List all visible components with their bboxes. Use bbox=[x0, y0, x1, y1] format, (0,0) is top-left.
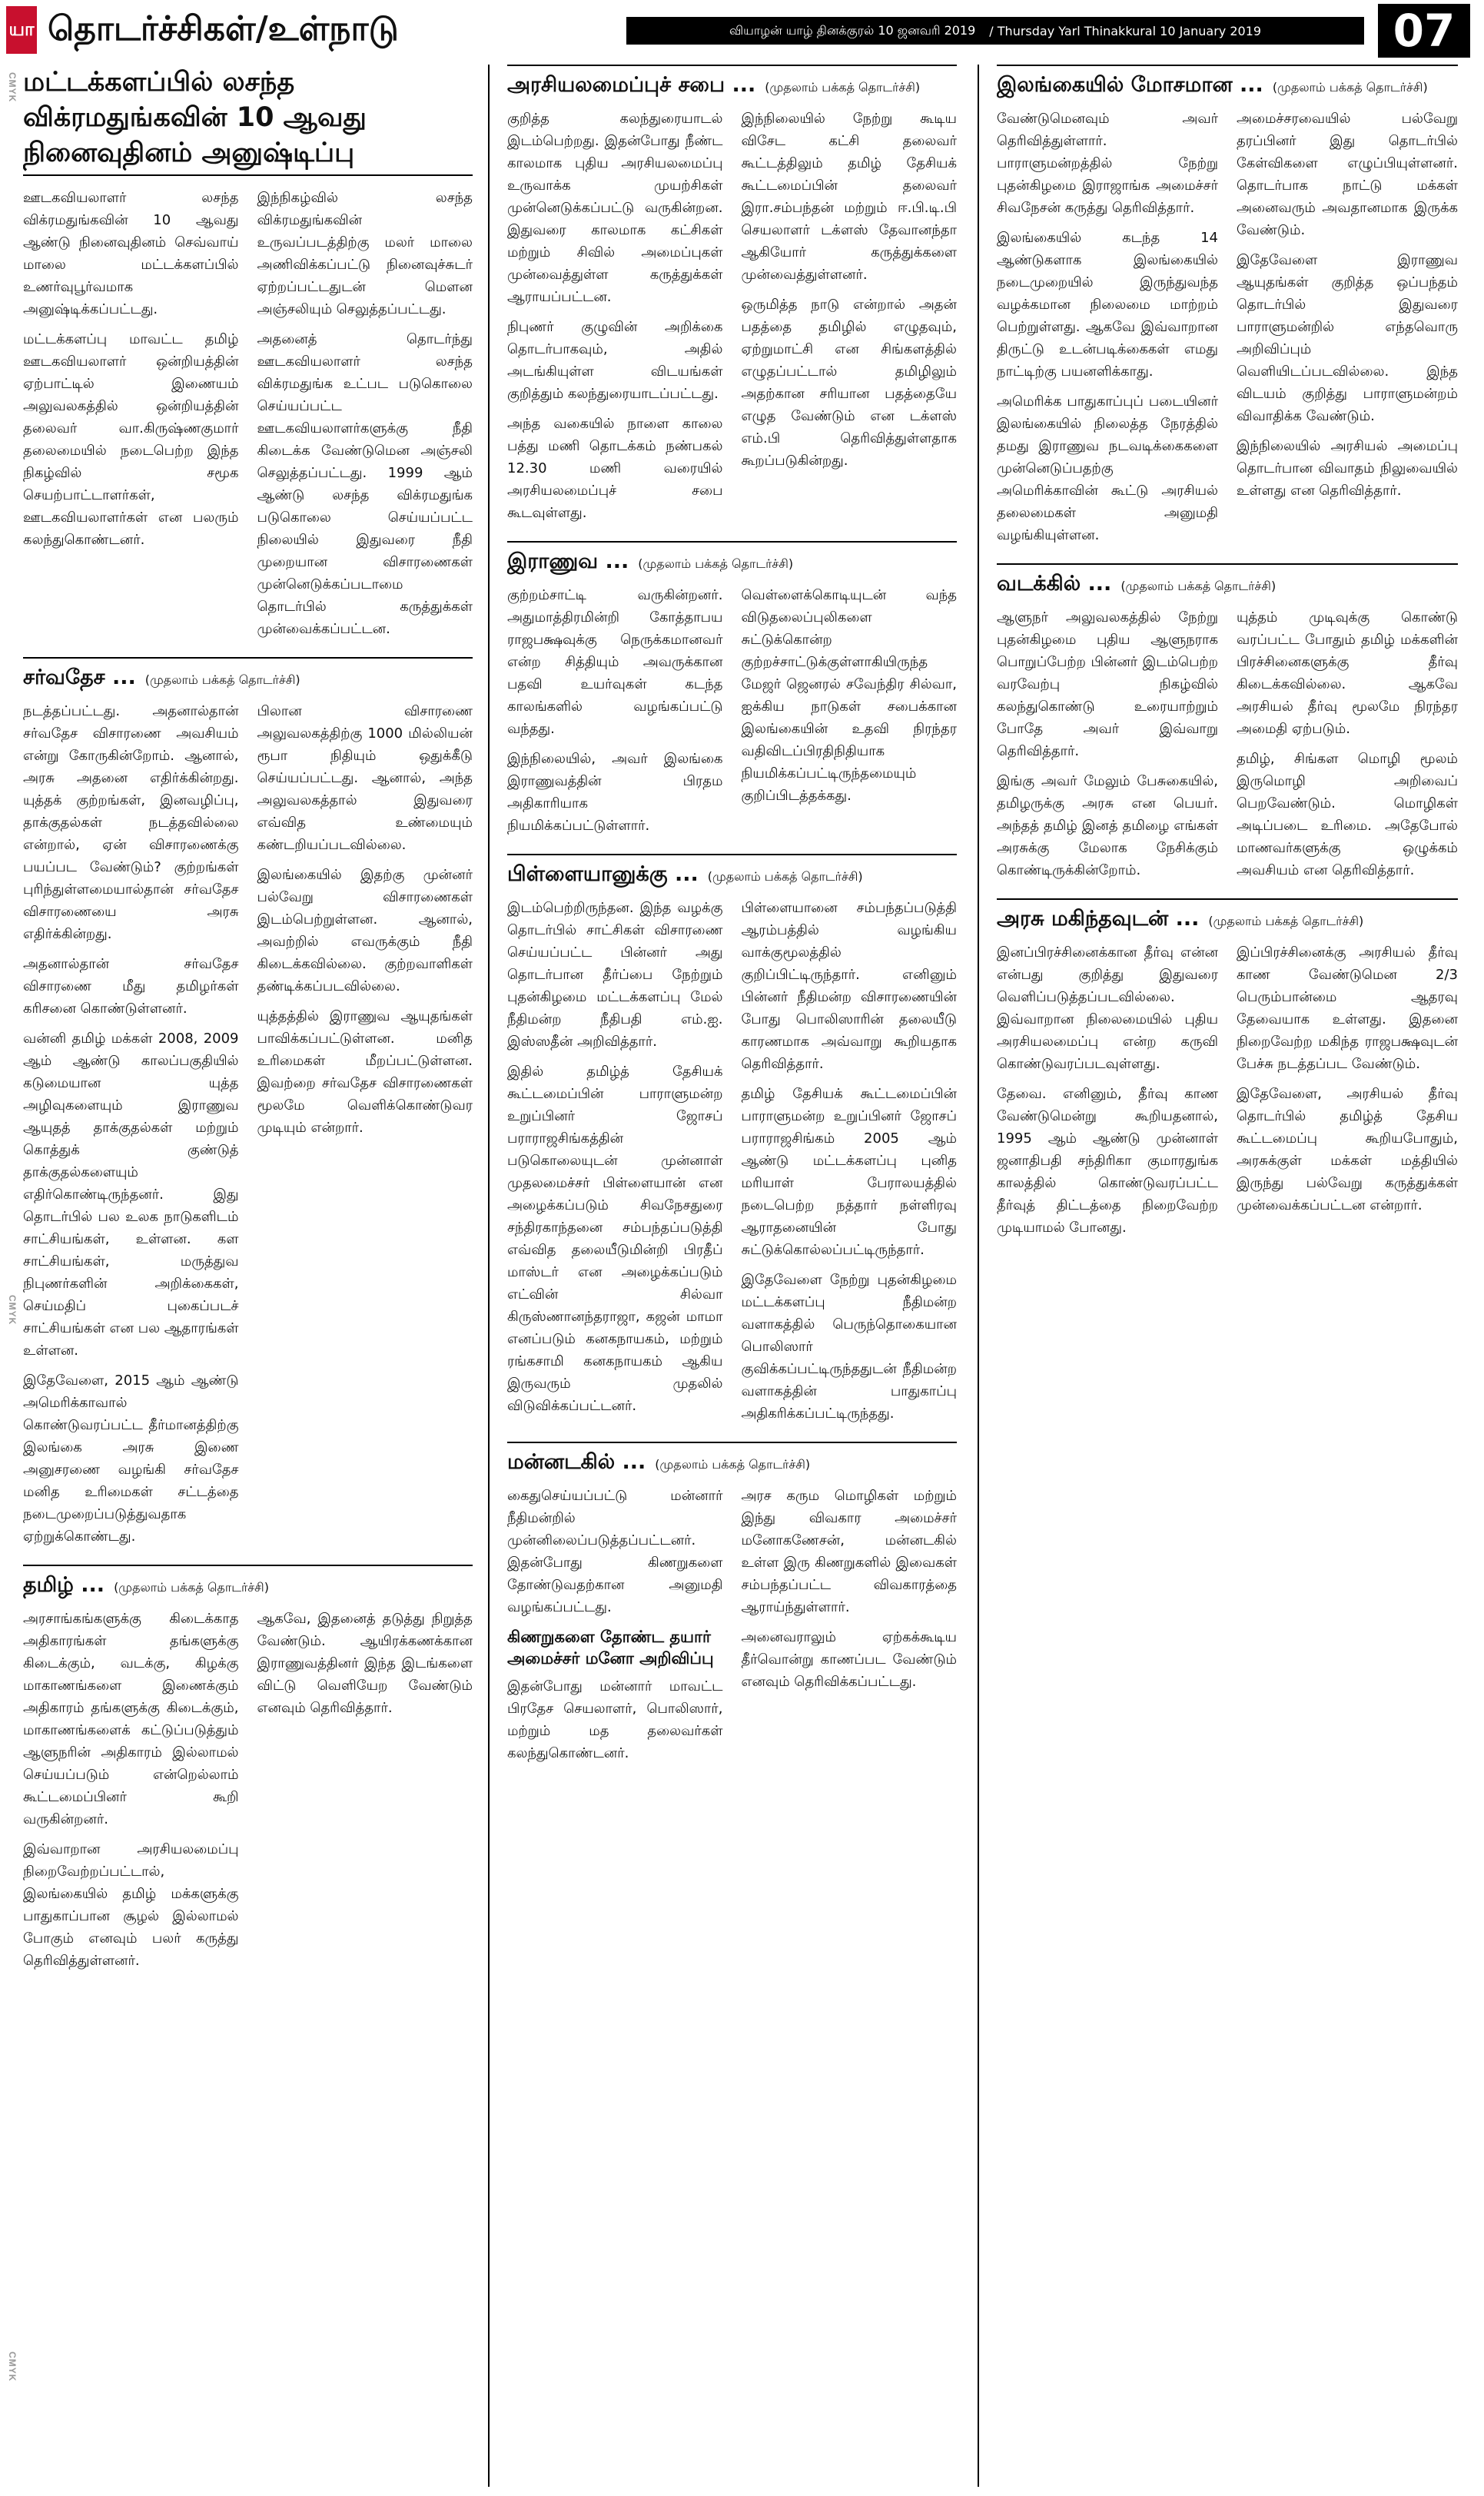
story-body bbox=[997, 941, 1458, 1246]
continuation-label: (முதலாம் பக்கத் தொடர்ச்சி) bbox=[707, 869, 863, 884]
story-body bbox=[507, 897, 957, 1432]
story-title-text: தமிழ் ... bbox=[23, 1573, 105, 1597]
article-paragraph: இவ்வாறான அரசியலமைப்பு நிறைவேற்றப்பட்டால், இலங்கையில் தமிழ் மக்களுக்கு பாதுகாப்பான சூழல் இல்லாமல் போகும் எனவும் பலர் கருத்து தெரிவித்துள்ளனர். bbox=[23, 1841, 239, 1969]
article-paragraph: யுத்தத்தில் இராணுவ ஆயுதங்கள் பாவிக்கப்பட்டுள்ளன. மனித உரிமைகள் மீறப்பட்டுள்ளன. இவற்றை சர்வதேச விசாரணைகள் மூலமே வெளிக்கொண்டுவர முடியும் என்றார். bbox=[257, 1008, 473, 1136]
third-column bbox=[997, 65, 1458, 2487]
article-paragraph: இனப்பிரச்சினைக்கான தீர்வு என்ன என்பது குறித்து இதுவரை வெளிப்படுத்தப்படவில்லை. இவ்வாறான நிலைமையில் புதிய அரசியலமைப்பு என்ற கருவி கொண்டுவரப்படவுள்ளது. bbox=[997, 944, 1218, 1072]
story-government bbox=[997, 898, 1458, 1246]
story-title bbox=[997, 571, 1458, 597]
article-paragraph: வன்னி தமிழ் மக்கள் 2008, 2009 ஆம் ஆண்டு காலப்பகுதியில் கடுமையான யுத்த அழிவுகளையும் இராணுவ ஆயுதத் தாக்குதல்கள் மற்றும் கொத்துக் குண்டுத் தாக்குதல்களையும் எதிர்கொண்டிருந்தனர். இது தொடர்பில் பல உலக நாடுகளிடம் சாட்சியங்கள், உள்ளன. கள சாட்சியங்கள், மருத்துவ நிபுணர்களின் அறிக்கைகள், செய்மதிப் புகைப்படச் சாட்சியங்கள் என பல ஆதாரங்கள் உள்ளன. bbox=[23, 1031, 239, 1359]
article-paragraph: இதேவேளை நேற்று புதன்கிழமை மட்டக்களப்பு நீதிமன்ற வளாகத்தில் பெருந்தொகையான பொலிஸார் குவிக்கப்பட்டிருந்ததுடன் நீதிமன்ற வளாகத்தின் பாதுகாப்பு அதிகரிக்கப்பட்டிருந்தது. bbox=[741, 1272, 957, 1422]
newspaper-logo: யா bbox=[6, 6, 37, 54]
date-english: / Thursday Yarl Thinakkural 10 January 2019 bbox=[989, 23, 1262, 38]
article-paragraph: அனைவராலும் ஏற்கக்கூடிய தீர்வொன்று காணப்பட வேண்டும் எனவும் தெரிவிக்கப்பட்டது. bbox=[741, 1629, 957, 1690]
article-paragraph: இதேவேளை, அரசியல் தீர்வு தொடர்பில் தமிழ்த் தேசிய கூட்டமைப்பு கூறியபோதும், அரசுக்குள் மக்கள் மத்தியில் இருந்து பல்வேறு கருத்துக்கள் முன்வைக்கப்பட்டன என்றார். bbox=[1237, 1086, 1458, 1213]
story-title bbox=[997, 906, 1458, 932]
article-paragraph: இலங்கையில் இதற்கு முன்னர் பல்வேறு விசாரணைகள் இடம்பெற்றுள்ளன. ஆனால், அவற்றில் எவருக்கும் நீதி கிடைக்கவில்லை. குற்றவாளிகள் தண்டிக்கப்படவில்லை. bbox=[257, 867, 473, 994]
story-title-text: இலங்கையில் மோசமான ... bbox=[997, 73, 1263, 97]
continuation-label: (முதலாம் பக்கத் தொடர்ச்சி) bbox=[114, 1580, 269, 1595]
story-title bbox=[507, 72, 957, 98]
continuation-label: (முதலாம் பக்கத் தொடர்ச்சி) bbox=[638, 556, 794, 571]
article-paragraph: அதனால்தான் சர்வதேச விசாரணை மீது தமிழர்கள் கரிசனை கொண்டுள்ளனர். bbox=[23, 956, 239, 1017]
subheading: கிணறுகளை தோண்ட தயார் அமைச்சர் மனோ அறிவிப்பு bbox=[507, 1628, 714, 1668]
article-paragraph: இதன்போது மன்னார் மாவட்ட பிரதேச செயலாளர், பொலிஸார், மற்றும் மத தலைவர்கள் கலந்துகொண்டனர். bbox=[507, 1678, 723, 1761]
article-paragraph: குற்றம்சாட்டி வருகின்றனர். அதுமாத்திரமின்றி கோத்தாபய ராஜபக்ஷவுக்கு நெருக்கமானவர் என்ற சித்தியும் அவருக்கான பதவி உயர்வுகள் கடந்த காலங்களில் வழங்கப்பட்டு வந்தது. bbox=[507, 587, 723, 737]
article-paragraph: இடம்பெற்றிருந்தன. இந்த வழக்கு தொடர்பில் சாட்சிகள் விசாரணை செய்யப்பட்ட பின்னர் அது தொடர்பான தீர்ப்பை நேற்றும் புதன்கிழமை மட்டக்களப்பு மேல் நீதிமன்ற நீதிபதி எம்.ஐ. இஸ்ஸதீன் அறிவித்தார். bbox=[507, 900, 723, 1050]
continuation-label: (முதலாம் பக்கத் தொடர்ச்சி) bbox=[655, 1457, 811, 1472]
article-paragraph: ஒருமித்த நாடு என்றால் அதன் பதத்தை தமிழில் எழுதவும், ஏற்றுமாட்சி என சிங்களத்தில் எழுதப்பட்டால் தமிழிலும் அதற்கான சரியான பதத்தையே எழுத வேண்டும் என டக்ளஸ் எம்.பி தெரிவித்துள்ளதாக கூறப்படுகின்றது. bbox=[741, 297, 957, 469]
story-body bbox=[997, 108, 1458, 554]
story-title-text: சர்வதேச ... bbox=[23, 665, 136, 689]
date-bar bbox=[626, 17, 1364, 45]
article-paragraph: அந்த வகையில் நாளை காலை பத்து மணி தொடக்கம் நண்பகல் 12.30 மணி வரையில் அரசியலமைப்புச் சபை கூடவுள்ளது. bbox=[507, 416, 723, 521]
story-north bbox=[997, 563, 1458, 889]
article-paragraph: பிலான விசாரணை அலுவலகத்திற்கு 1000 மில்லியன் ரூபா நிதியும் ஒதுக்கீடு செய்யப்பட்டது. ஆனால், அந்த அலுவலகத்தால் இதுவரை எவ்வித உண்மையும் கண்டறியப்படவில்லை. bbox=[257, 703, 473, 853]
lead-article bbox=[23, 65, 473, 648]
story-body bbox=[23, 700, 473, 1555]
article-paragraph: இதேவேளை, 2015 ஆம் ஆண்டு அமெரிக்காவால் கொண்டுவரப்பட்ட தீர்மானத்திற்கு இலங்கை அரசு இணை அனுசரணை வழங்கி சர்வதேச மனித உரிமைகள் சட்டத்தை நடைமுறைப்படுத்துவதாக ஏற்றுக்கொண்டது. bbox=[23, 1372, 239, 1545]
article-paragraph: நிபுணர் குழுவின் அறிக்கை தொடர்பாகவும், அதில் அடங்கியுள்ள விடயங்கள் குறித்தும் கலந்துரையாடப்பட்டது. bbox=[507, 319, 723, 402]
story-title bbox=[507, 861, 957, 888]
story-sri-lanka bbox=[997, 65, 1458, 554]
story-mannar bbox=[507, 1442, 957, 1772]
article-paragraph: மட்டக்களப்பு மாவட்ட தமிழ் ஊடகவியலாளர் ஒன்றியத்தின் ஏற்பாட்டில் இணையம் அலுவலகத்தில் ஒன்றியத்தின் தலைவர் வா.கிருஷ்ணகுமார் தலைமையில் நடைபெற்ற இந்த நிகழ்வில் சமூக செயற்பாட்டாளர்கள், ஊடகவியலாளர்கள் என பலரும் கலந்துகொண்டனர். bbox=[23, 331, 239, 548]
date-tamil: வியாழன் யாழ் தினக்குரல் 10 ஜனவரி 2019 bbox=[729, 22, 976, 38]
article-paragraph: இதில் தமிழ்த் தேசியக் கூட்டமைப்பின் பாராளுமன்ற உறுப்பினர் ஜோசப் பராராஜசிங்கத்தின் படுகொலையுடன் முன்னாள் முதலமைச்சர் பிள்ளையான் என அழைக்கப்படும் சிவநேசதுரை சந்திரகாந்தனை சம்பந்தப்படுத்தி எவ்வித தலையீடுமின்றி பிரதீப் மாஸ்டர் என அழைக்கப்படும் எட்வின் சில்வா கிருஸ்ணானந்தராஜா, கஜன் மாமா எனப்படும் கனகநாயகம், மற்றும் ரங்கசாமி கனகநாயகம் ஆகிய இருவரும் முதலில் விடுவிக்கப்பட்டனர். bbox=[507, 1064, 723, 1414]
cmyk-mark-middle: CMYK bbox=[7, 1295, 18, 1326]
story-constitution bbox=[507, 65, 957, 532]
story-body bbox=[997, 606, 1458, 889]
article-paragraph: ஆகவே, இதனைத் தடுத்து நிறுத்த வேண்டும். ஆயிரக்கணக்கான இராணுவத்தினர் இந்த இடங்களை விட்டு வெளியேற வேண்டும் எனவும் தெரிவித்தார். bbox=[257, 1611, 473, 1716]
article-paragraph: தமிழ் தேசியக் கூட்டமைப்பின் பாராளுமன்ற உறுப்பினர் ஜோசப் பராராஜசிங்கம் 2005 ஆம் ஆண்டு மட்டக்களப்பு புனித மரியாள் பேராலயத்தில் நடைபெற்ற நத்தார் நள்ளிரவு ஆராதனையின் போது சுட்டுக்கொல்லப்பட்டிருந்தார். bbox=[741, 1086, 957, 1258]
continuation-label: (முதலாம் பக்கத் தொடர்ச்சி) bbox=[144, 672, 300, 687]
article-paragraph: அரசாங்கங்களுக்கு கிடைக்காத அதிகாரங்கள் தங்களுக்கு கிடைக்கும், வடக்கு, கிழக்கு மாகாணங்களை இணைக்கும் அதிகாரம் தங்களுக்கு கிடைக்கும், மாகாணங்களைக் கட்டுப்படுத்தும் ஆளுநரின் அதிகாரம் இல்லாமல் செய்யப்படும் என்றெல்லாம் கூட்டமைப்பினர் கூறி வருகின்றனர். bbox=[23, 1611, 239, 1827]
article-paragraph: அமெரிக்க பாதுகாப்புப் படையினர் இலங்கையில் நிலைத்த நேரத்தில் தமது இராணுவ நடவடிக்கைகளை முன்னெடுப்பதற்கு அமெரிக்காவின் கூட்டு அரசியல் தலைமைகள் அனுமதி வழங்கியுள்ளன. bbox=[997, 393, 1218, 543]
article-paragraph: குறித்த கலந்துரையாடல் இடம்பெற்றது. இதன்போது நீண்ட காலமாக புதிய அரசியலமைப்பு உருவாக்க முயற்சிகள் முன்னெடுக்கப்பட்டு வருகின்றன. இதுவரை காலமாக கட்சிகள் மற்றும் சிவில் அமைப்புகள் முன்வைத்துள்ள கருத்துக்கள் ஆராயப்பட்டன. bbox=[507, 111, 723, 305]
story-tamil bbox=[23, 1565, 473, 1980]
story-title-text: பிள்ளையானுக்கு ... bbox=[507, 862, 699, 886]
article-paragraph: இப்பிரச்சினைக்கு அரசியல் தீர்வு காண வேண்டுமென 2/3 பெரும்பான்மை ஆதரவு தேவையாக உள்ளது. இதனை நிறைவேற்ற மகிந்த ராஜபக்ஷவுடன் பேச்சு நடத்தப்பட வேண்டும். bbox=[1237, 944, 1458, 1072]
continuation-label: (முதலாம் பக்கத் தொடர்ச்சி) bbox=[765, 80, 921, 95]
article-paragraph: வெள்ளைக்கொடியுடன் வந்த விடுதலைப்புலிகளை சுட்டுக்கொன்ற குற்றச்சாட்டுக்குள்ளாகியிருந்த மேஜர் ஜெனரல் சவேந்திர சில்வா, ஐக்கிய நாடுகள் சபைக்கான இலங்கையின் உதவி நிரந்தர வதிவிடப்பிரதிநிதியாக நியமிக்கப்பட்டிருந்தமையும் குறிப்பிடத்தக்கது. bbox=[741, 587, 957, 804]
article-paragraph: ஊடகவியலாளர் லசந்த விக்ரமதுங்கவின் 10 ஆவது ஆண்டு நினைவுதினம் செவ்வாய் மாலை மட்டக்களப்பில் உணர்வுபூர்வமாக அனுஷ்டிக்கப்பட்டது. bbox=[23, 190, 239, 317]
lead-article-body bbox=[23, 187, 473, 648]
article-paragraph: நடத்தப்பட்டது. அதனால்தான் சர்வதேச விசாரணை அவசியம் என்று கோருகின்றோம். ஆனால், அரசு அதனை எதிர்க்கின்றது. யுத்தக் குற்றங்கள், இனவழிப்பு, தாக்குதல்கள் நடத்தவில்லை என்றால், ஏன் விசாரணைக்கு பயப்பட வேண்டும்? குற்றங்கள் புரிந்துள்ளமையால்தான் சர்வதேச விசாரணையை அரசு எதிர்க்கின்றது. bbox=[23, 703, 239, 942]
story-international bbox=[23, 657, 473, 1555]
article-paragraph: பிள்ளையானை சம்பந்தப்படுத்தி ஆரம்பத்தில் வழங்கிய வாக்குமூலத்தில் குறிப்பிட்டிருந்தார். எனினும் பின்னர் நீதிமன்ற விசாரணையின் போது பொலிஸாரின் தலையீடு காரணமாக அவ்வாறு கூறியதாக தெரிவித்தார். bbox=[741, 900, 957, 1072]
cmyk-mark-top: CMYK bbox=[7, 72, 18, 103]
page-number: 07 bbox=[1378, 4, 1470, 58]
story-title bbox=[23, 1572, 473, 1598]
story-title bbox=[507, 1449, 957, 1475]
article-paragraph: யுத்தம் முடிவுக்கு கொண்டு வரப்பட்ட போதும் தமிழ் மக்களின் பிரச்சினைகளுக்கு தீர்வு கிடைக்கவில்லை. ஆகவே அரசியல் தீர்வு மூலமே நிரந்தர அமைதி ஏற்படும். bbox=[1237, 609, 1458, 737]
article-paragraph: இந்நிலையில், அவர் இலங்கை இராணுவத்தின் பிரதம அதிகாரியாக நியமிக்கப்பட்டுள்ளார். bbox=[507, 751, 723, 834]
article-paragraph: அரச கரும மொழிகள் மற்றும் இந்து விவகார அமைச்சர் மனோகணேசன், மன்னடகில் உள்ள இரு கிணறுகளில் இவைகள் சம்பந்தப்பட்ட விவகாரத்தை ஆராய்ந்துள்ளார். bbox=[741, 1488, 957, 1615]
story-title-text: வடக்கில் ... bbox=[997, 572, 1112, 596]
article-paragraph: இந்நிகழ்வில் லசந்த விக்ரமதுங்கவின் உருவப்படத்திற்கு மலர் மாலை அணிவிக்கப்பட்டு நினைவுச்சுடர் ஏற்றப்பட்டதுடன் மௌன அஞ்சலியும் செலுத்தப்பட்டது. bbox=[257, 190, 473, 317]
article-paragraph: இங்கு அவர் மேலும் பேசுகையில், தமிழருக்கு அரசு என பெயர். அந்தத் தமிழ் இனத் தமிழை எங்கள் அரசுக்கு மேலாக நேசிக்கும் கொண்டிருக்கின்றோம். bbox=[997, 773, 1218, 878]
story-title bbox=[23, 665, 473, 691]
cmyk-mark-bottom: CMYK bbox=[7, 2352, 18, 2382]
second-column bbox=[507, 65, 957, 2487]
story-body bbox=[507, 1485, 957, 1772]
column-divider bbox=[488, 65, 490, 2487]
article-paragraph: தேவை. எனினும், தீர்வு காண வேண்டுமென்று கூறியதனால், 1995 ஆம் ஆண்டு முன்னாள் ஜனாதிபதி சந்திரிகா குமாரதுங்க காலத்தில் கொண்டுவரப்பட்ட தீர்வுத் திட்டத்தை நிறைவேற்ற முடியாமல் போனது. bbox=[997, 1086, 1218, 1236]
story-army bbox=[507, 541, 957, 845]
section-title: தொடர்ச்சிகள்/உள்நாடு bbox=[48, 9, 399, 48]
article-paragraph: இந்நிலையில் நேற்று கூடிய விசேட கட்சி தலைவர் கூட்டத்திலும் தமிழ் தேசியக் கூட்டமைப்பின் தலைவர் இரா.சம்பந்தன் மற்றும் ஈ.பி.டி.பி செயலாளர் டக்ளஸ் தேவானந்தா ஆகியோர் கருத்துக்களை முன்வைத்துள்ளனர். bbox=[741, 111, 957, 283]
article-paragraph: இதேவேளை இராணுவ ஆயுதங்கள் குறித்த ஒப்பந்தம் தொடர்பில் இதுவரை பாராளுமன்றில் எந்தவொரு அறிவிப்பும் வெளியிடப்படவில்லை. இந்த விடயம் குறித்து பாராளுமன்றம் விவாதிக்க வேண்டும். bbox=[1237, 252, 1458, 424]
story-title-text: மன்னடகில் ... bbox=[507, 1450, 646, 1474]
continuation-label: (முதலாம் பக்கத் தொடர்ச்சி) bbox=[1272, 80, 1428, 95]
story-title-text: இராணுவ ... bbox=[507, 549, 629, 573]
main-headline: மட்டக்களப்பில் லசந்த விக்ரமதுங்கவின் 10 ஆவது நினைவுதினம் அனுஷ்டிப்பு bbox=[23, 65, 473, 176]
article-paragraph: ஆளுநர் அலுவலகத்தில் நேற்று புதன்கிழமை புதிய ஆளுநராக பொறுப்பேற்ற பின்னர் இடம்பெற்ற வரவேற்பு நிகழ்வில் கலந்துகொண்டு உரையாற்றும் போதே அவர் இவ்வாறு தெரிவித்தார். bbox=[997, 609, 1218, 759]
article-paragraph: அமைச்சரவையில் பல்வேறு தரப்பினர் இது தொடர்பில் கேள்விகளை எழுப்பியுள்ளனர். தொடர்பாக நாட்டு மக்கள் அனைவரும் அவதானமாக இருக்க வேண்டும். bbox=[1237, 111, 1458, 238]
story-title-text: அரசியலமைப்புச் சபை ... bbox=[507, 73, 756, 97]
story-pillayan bbox=[507, 854, 957, 1432]
article-paragraph: இலங்கையில் கடந்த 14 ஆண்டுகளாக இலங்கையில் நடைமுறையில் இருந்துவந்த வழக்கமான நிலைமை மாற்றம் பெற்றுள்ளது. ஆகவே இவ்வாறான திருட்டு உடன்படிக்கைகள் எமது நாட்டிற்கு பயனளிக்காது. bbox=[997, 230, 1218, 380]
story-body bbox=[23, 1608, 473, 1980]
article-paragraph: தமிழ், சிங்கள மொழி மூலம் இருமொழி அறிவைப் பெறவேண்டும். மொழிகள் அடிப்படை உரிமை. அதேபோல் மாணவர்களுக்கு ஒழுக்கம் அவசியம் என தெரிவித்தார். bbox=[1237, 751, 1458, 878]
page-header bbox=[0, 0, 1484, 60]
story-title bbox=[507, 549, 957, 575]
story-title-text: அரசு மகிந்தவுடன் ... bbox=[997, 907, 1200, 931]
story-body bbox=[507, 584, 957, 845]
column-divider bbox=[978, 65, 979, 2487]
article-paragraph: கைதுசெய்யப்பட்டு மன்னார் நீதிமன்றில் முன்னிலைப்படுத்தப்பட்டனர். இதன்போது கிணறுகளை தோண்டுவதற்கான அனுமதி வழங்கப்பட்டது. bbox=[507, 1488, 723, 1615]
story-title bbox=[997, 72, 1458, 98]
article-paragraph: வேண்டுமெனவும் அவர் தெரிவித்துள்ளார். பாராளுமன்றத்தில் நேற்று புதன்கிழமை இராஜாங்க அமைச்சர் சிவநேசன் கருத்து தெரிவித்தார். bbox=[997, 111, 1218, 216]
continuation-label: (முதலாம் பக்கத் தொடர்ச்சி) bbox=[1120, 579, 1277, 593]
first-column bbox=[23, 65, 473, 2487]
article-paragraph: அதனைத் தொடர்ந்து ஊடகவியலாளர் லசந்த விக்ரமதுங்க உட்பட படுகொலை செய்யப்பட்ட ஊடகவியலாளர்களுக்கு நீதி கிடைக்க வேண்டுமென அஞ்சலி செலுத்தப்பட்டது. 1999 ஆம் ஆண்டு லசந்த விக்ரமதுங்க படுகொலை செய்யப்பட்ட நிலையில் இதுவரை நீதி முறையான விசாரணைகள் முன்னெடுக்கப்படாமை தொடர்பில் கருத்துக்கள் முன்வைக்கப்பட்டன. bbox=[257, 331, 473, 637]
article-paragraph: இந்நிலையில் அரசியல் அமைப்பு தொடர்பான விவாதம் நிலுவையில் உள்ளது என தெரிவித்தார். bbox=[1237, 438, 1458, 499]
story-body bbox=[507, 108, 957, 532]
continuation-label: (முதலாம் பக்கத் தொடர்ச்சி) bbox=[1208, 914, 1364, 928]
